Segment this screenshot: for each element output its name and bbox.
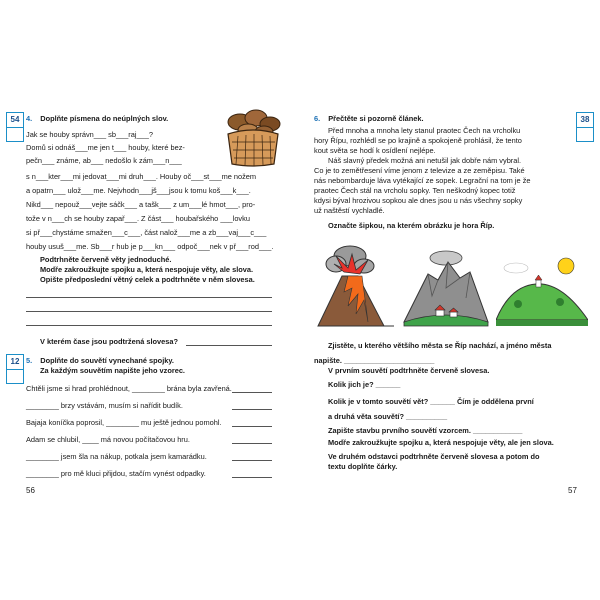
task4-number: 4. bbox=[26, 114, 33, 123]
formula-line[interactable] bbox=[232, 443, 272, 444]
task4-instruction-3: Opište předposlední větný celek a podtrhněte v něm slovesa. bbox=[40, 275, 255, 284]
task5-line-6: ________ pro mě kluci přijdou, stačím vynést odpadky. bbox=[26, 469, 206, 478]
task4-heading bbox=[26, 114, 168, 123]
score-box-12 bbox=[6, 354, 24, 384]
score-number: 38 bbox=[577, 113, 593, 128]
mark-instruction: Označte šipkou, na kterém obrázku je hora Říp. bbox=[328, 221, 495, 230]
task6-heading bbox=[314, 114, 424, 123]
article-line-2: hory Řípu, rozhlédl se po krajině a spokojeně prohlásil, že tento bbox=[314, 136, 522, 145]
task4-instruction-2: Modře zakroužkujte spojku a, která nespojuje věty, ale slova. bbox=[40, 265, 254, 274]
task4-instruction-1: Podtrhněte červeně věty jednoduché. bbox=[40, 255, 172, 264]
article-line-8: kdysi býval hrozivou sopkou ale dnes jsou u nás všechny sopky bbox=[314, 196, 523, 205]
formula-line[interactable] bbox=[232, 460, 272, 461]
task4-line-6: Nikd___ nepouž___vejte sáčk___ a tašk___ z um___lé hmot___, pro- bbox=[26, 200, 256, 209]
score-box-54 bbox=[6, 112, 24, 142]
mushroom-basket-illustration bbox=[222, 102, 284, 168]
task4-line-1: Jak se houby správn___ sb___raj___? bbox=[26, 130, 153, 139]
score-number: 54 bbox=[7, 113, 23, 128]
article-line-3: kout světa se hodí k osídlení nejlépe. bbox=[314, 146, 436, 155]
task4-line-8: si př___chystáme smažen___c___, část nalož___me a zb___vaj___c___ bbox=[26, 228, 267, 237]
question-line-6: a druhá věta souvětí? __________ bbox=[328, 412, 448, 421]
task5-line-2: ________ brzy vstávám, musím si nařídit budík. bbox=[26, 401, 183, 410]
task4-line-4: s n___kter___mi jedovat___mi druh___. Houby oč___st___me nožem bbox=[26, 172, 257, 181]
article-line-1: Před mnoha a mnoha lety stanul praotec Čech na vrcholku bbox=[328, 126, 521, 135]
score-input[interactable] bbox=[7, 370, 23, 383]
task4-line-5: a opatrn___ ulož___me. Nejvhodn___jš___jsou k tomu koš___k___. bbox=[26, 186, 251, 195]
answer-line[interactable] bbox=[26, 325, 272, 326]
task4-line-3: pečn___ známe, ab___ nedošlo k zám___n___ bbox=[26, 156, 182, 165]
question-line-7: Zapište stavbu prvního souvětí vzorcem. ____________ bbox=[328, 426, 523, 435]
formula-line[interactable] bbox=[232, 477, 272, 478]
task5-line-4: Adam se chlubil, ____ má novou počítačovou hru. bbox=[26, 435, 190, 444]
formula-line[interactable] bbox=[232, 392, 272, 393]
article-line-9: už naštěstí vychladlé. bbox=[314, 206, 385, 215]
score-number: 12 bbox=[7, 355, 23, 370]
green-hill-illustration[interactable] bbox=[496, 256, 588, 326]
task5-line-3: Bajaja koníčka poprosil, ________ mu ještě jednou pomohl. bbox=[26, 418, 222, 427]
task4-title: Doplňte písmena do neúplných slov. bbox=[40, 114, 169, 123]
task4-question: V kterém čase jsou podtržená slovesa? bbox=[40, 337, 179, 346]
formula-line[interactable] bbox=[232, 426, 272, 427]
question-line-4: Kolik jich je? ______ bbox=[328, 380, 401, 389]
question-line-8: Modře zakroužkujte spojku a, která nespojuje věty, ale jen slova. bbox=[328, 438, 554, 447]
question-line-10: textu doplňte čárky. bbox=[328, 462, 398, 471]
task4-line-2: Domů si odnáš___me jen t___ houby, které bez- bbox=[26, 143, 185, 152]
rocky-mountain-illustration[interactable] bbox=[402, 248, 490, 328]
article-line-4: Náš slavný předek možná ani netušil jak dobře nám vybral. bbox=[328, 156, 522, 165]
score-box-38 bbox=[576, 112, 594, 142]
task5-line-1: Chtěli jsme si hrad prohlédnout, ________ brána byla zavřená. bbox=[26, 384, 232, 393]
score-input[interactable] bbox=[577, 128, 593, 141]
question-line-3: V prvním souvětí podtrhněte červeně slovesa. bbox=[328, 366, 490, 375]
page-number-right: 57 bbox=[568, 486, 577, 495]
right-page bbox=[300, 100, 600, 500]
score-input[interactable] bbox=[7, 128, 23, 141]
formula-line[interactable] bbox=[232, 409, 272, 410]
answer-line[interactable] bbox=[26, 311, 272, 312]
question-line-9: Ve druhém odstavci podtrhněte červeně slovesa a potom do bbox=[328, 452, 540, 461]
question-line-5: Kolik je v tomto souvětí vět? ______ Čím je oddělena první bbox=[328, 397, 534, 406]
task5-heading bbox=[26, 356, 174, 365]
task4-line-9: houby usuš___me. Sb___r hub je p___kn___ odpoč___nek v př___rod___. bbox=[26, 242, 274, 251]
answer-line[interactable] bbox=[26, 297, 272, 298]
page-number-left: 56 bbox=[26, 486, 35, 495]
task5-number: 5. bbox=[26, 356, 33, 365]
answer-line[interactable] bbox=[186, 345, 272, 346]
task6-title: Přečtěte si pozorně článek. bbox=[328, 114, 424, 123]
article-line-5: Co je to zemětřesení víme jenom z televize a ze zeměpisu. Také bbox=[314, 166, 525, 175]
question-line-1: Zjistěte, u kterého většího města se Říp nachází, a jméno města bbox=[328, 341, 552, 350]
task4-line-7: tože v n___ch se houby zapař___. Z část___ houbařského ___lovku bbox=[26, 214, 250, 223]
task6-number: 6. bbox=[314, 114, 321, 123]
question-line-2: napište. ______________________ bbox=[314, 356, 435, 365]
task5-title-2: Za každým souvětím napište jeho vzorec. bbox=[40, 366, 185, 375]
task5-title-1: Doplňte do souvětí vynechané spojky. bbox=[40, 356, 174, 365]
task5-line-5: ________ jsem šla na nákup, potkala jsem kamarádku. bbox=[26, 452, 207, 461]
left-page bbox=[0, 100, 300, 500]
article-line-7: praotec Čech stál na vrcholu sopky. Ten neškodný kopec totiž bbox=[314, 186, 516, 195]
volcano-illustration[interactable] bbox=[314, 242, 398, 328]
article-line-6: nás nebombarduje láva vytékající ze sopek. Legrační na tom je že bbox=[314, 176, 531, 185]
